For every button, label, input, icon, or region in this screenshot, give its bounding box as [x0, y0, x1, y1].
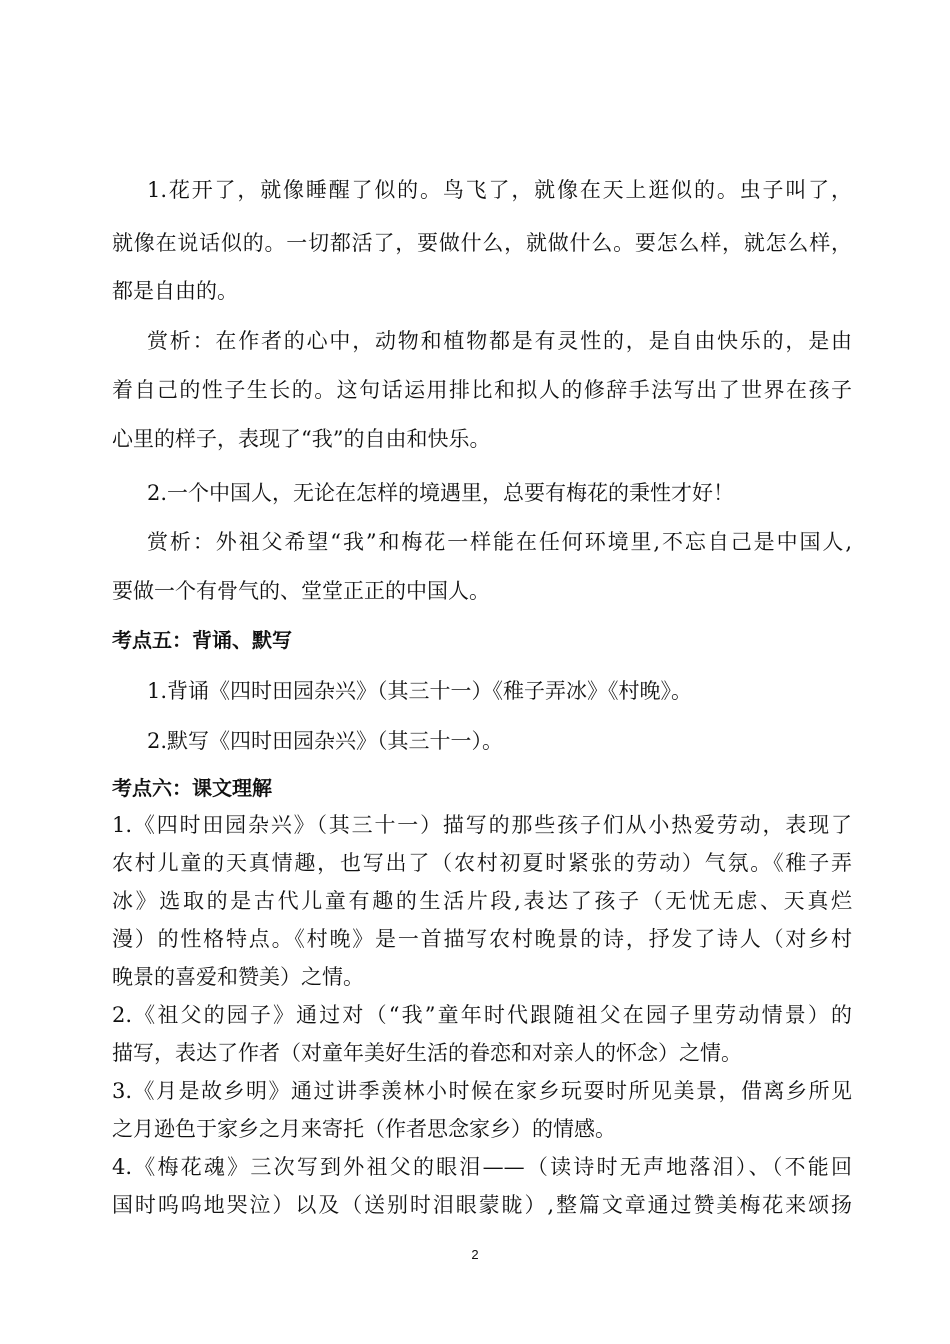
section6-line: 冰》选取的是古代儿童有趣的生活片段,表达了孩子（无忧无虑、天真烂	[112, 889, 852, 913]
section6-line: 2.《祖父的园子》通过对（“我”童年时代跟随祖父在园子里劳动情景）的	[112, 1003, 852, 1027]
section5-item: 2.默写《四时田园杂兴》（其三十一）。	[147, 729, 504, 753]
section5-item: 1.背诵《四时田园杂兴》（其三十一）《稚子弄冰》《村晚》。	[147, 679, 693, 703]
section6-line: 描写，表达了作者（对童年美好生活的眷恋和对亲人的怀念）之情。	[112, 1041, 742, 1065]
section6-line: 国时呜呜地哭泣）以及（送别时泪眼蒙眬）,整篇文章通过赞美梅花来颂扬	[112, 1193, 852, 1217]
section6-line: 之月逊色于家乡之月来寄托（作者思念家乡）的情感。	[112, 1117, 616, 1141]
section6-heading: 考点六：课文理解	[112, 776, 272, 800]
analysis2-line: 要做一个有骨气的、堂堂正正的中国人。	[112, 579, 490, 603]
analysis1-line: 心里的样子，表现了“我”的自由和快乐。	[112, 427, 491, 451]
section6-line: 农村儿童的天真情趣，也写出了（农村初夏时紧张的劳动）气氛。《稚子弄	[112, 851, 852, 875]
analysis1-line: 着自己的性子生长的。这句话运用排比和拟人的修辞手法写出了世界在孩子	[112, 378, 852, 402]
quote1-line: 都是自由的。	[112, 279, 238, 303]
analysis1-line: 赏析：在作者的心中，动物和植物都是有灵性的，是自由快乐的，是由	[147, 329, 852, 353]
section6-line: 4.《梅花魂》三次写到外祖父的眼泪——（读诗时无声地落泪）、（不能回	[112, 1155, 852, 1179]
analysis2-line: 赏析：外祖父希望“我”和梅花一样能在任何环境里,不忘自己是中国人,	[147, 530, 852, 554]
section6-line: 3.《月是故乡明》通过讲季羡林小时候在家乡玩耍时所见美景，借离乡所见	[112, 1079, 852, 1103]
quote1-line: 1.花开了，就像睡醒了似的。鸟飞了，就像在天上逛似的。虫子叫了，	[147, 178, 852, 202]
page-number: 2	[471, 1247, 479, 1262]
section6-line: 漫）的性格特点。《村晚》是一首描写农村晚景的诗，抒发了诗人（对乡村	[112, 927, 852, 951]
section6-line: 晚景的喜爱和赞美）之情。	[112, 965, 364, 989]
section6-line: 1.《四时田园杂兴》（其三十一）描写的那些孩子们从小热爱劳动，表现了	[112, 813, 852, 837]
quote1-line: 就像在说话似的。一切都活了，要做什么，就做什么。要怎么样，就怎么样，	[112, 231, 852, 255]
section5-heading: 考点五：背诵、默写	[112, 628, 292, 652]
quote2-line: 2.一个中国人，无论在怎样的境遇里，总要有梅花的秉性才好！	[147, 481, 735, 505]
